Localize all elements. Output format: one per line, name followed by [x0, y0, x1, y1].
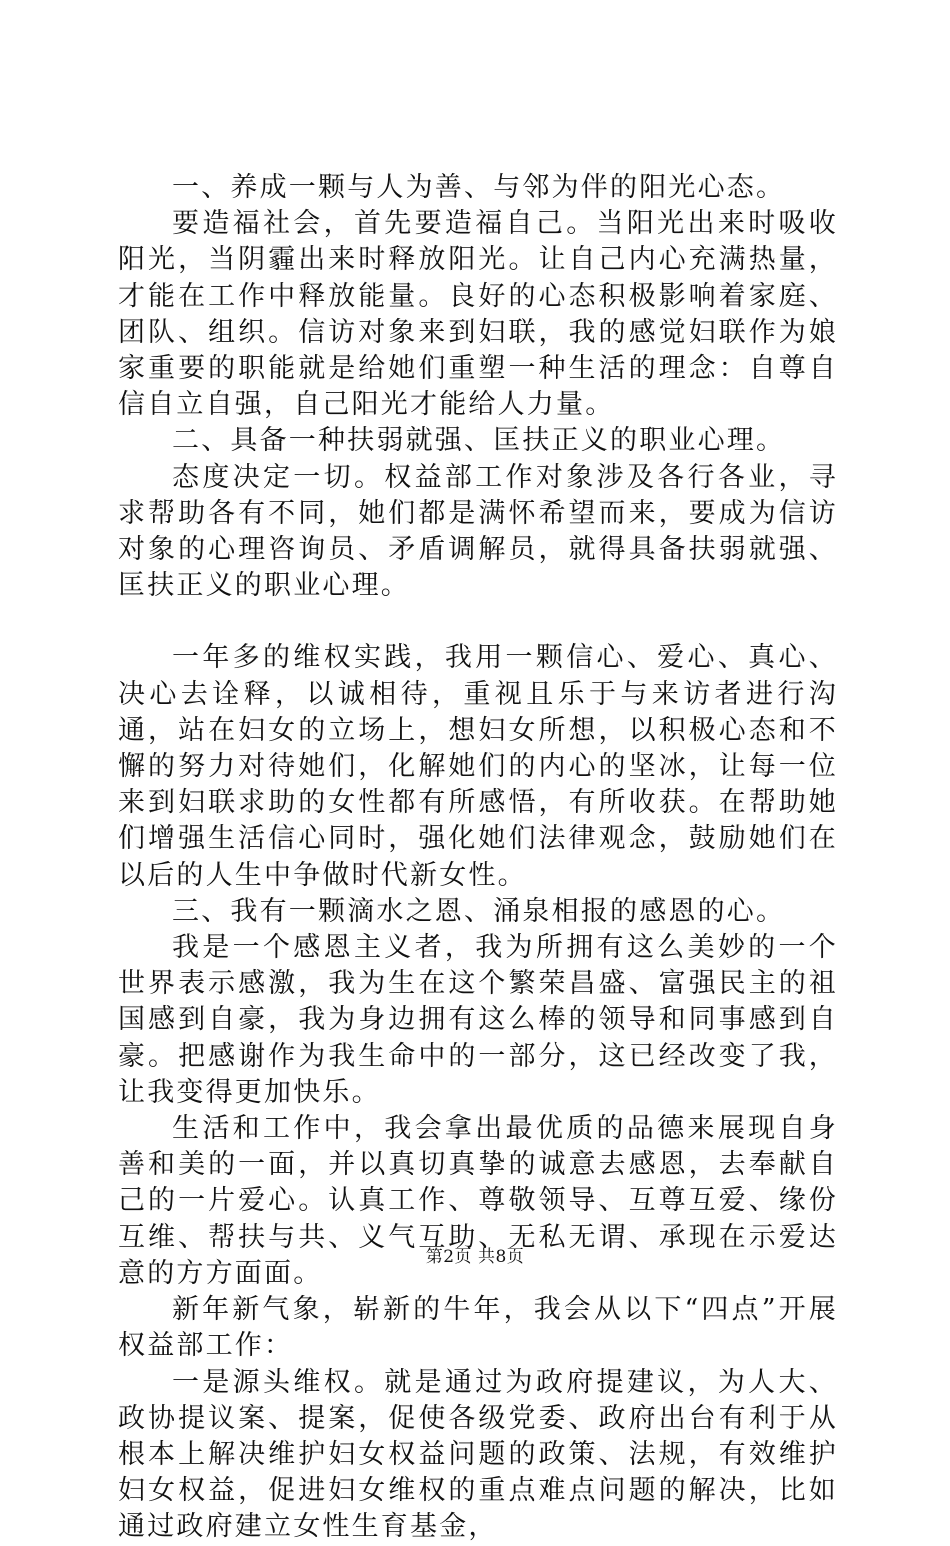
- body-paragraph: 要造福社会，首先要造福自己。当阳光出来时吸收阳光，当阴霾出来时释放阳光。让自己内心充满热量，才能在工作中释放能量。良好的心态积极影响着家庭、团队、组织。信访对象来到妇联，我的感觉妇联作为娘家重要的职能就是给她们重塑一种生活的理念：自尊自信自立自强，自己阳光才能给人力量。: [118, 208, 838, 421]
- page-number-footer: 第2页 共8页: [425, 1247, 525, 1267]
- section-heading-1: 一、养成一颗与人为善、与邻为伴的阳光心态。: [172, 172, 786, 203]
- section-heading-2: 二、具备一种扶弱就强、匡扶正义的职业心理。: [172, 425, 786, 457]
- body-paragraph: 生活和工作中，我会拿出最优质的品德来展现自身善和美的一面，并以真切真挚的诚意去感恩，去奉献自己的一片爱心。认真工作、尊敬领导、互尊互爱、缘份互维、帮扶与共、义气互助、无私无谓、承现在示爱达意的方方面面。: [118, 1113, 838, 1289]
- document-body: [118, 170, 838, 1546]
- body-paragraph: 一年多的维权实践，我用一颗信心、爱心、真心、决心去诠释，以诚相待，重视且乐于与来访者进行沟通，站在妇女的立场上，想妇女所想，以积极心态和不懈的努力对待她们，化解她们的内心的坚冰，让每一位来到妇联求助的女性都有所感悟，有所收获。在帮助她们增强生活信心同时，强化她们法律观念，鼓励她们在以后的人生中争做时代新女性。: [118, 642, 838, 891]
- body-paragraph: 我是一个感恩主义者，我为所拥有这么美妙的一个世界表示感激，我为生在这个繁荣昌盛、富强民主的祖国感到自豪，我为身边拥有这么棒的领导和同事感到自豪。把感谢作为我生命中的一部分，这已经改变了我，让我变得更加快乐。: [118, 932, 838, 1108]
- body-paragraph: 态度决定一切。权益部工作对象涉及各行各业，寻求帮助各有不同，她们都是满怀希望而来，要成为信访对象的心理咨询员、矛盾调解员，就得具备扶弱就强、匡扶正义的职业心理。: [118, 461, 838, 602]
- body-paragraph: 新年新气象，崭新的牛年，我会从以下“四点”开展权益部工作：: [118, 1294, 838, 1362]
- body-paragraph: 一是源头维权。就是通过为政府提建议，为人大、政协提议案、提案，促使各级党委、政府出台有利于从根本上解决维护妇女权益问题的政策、法规，有效维护妇女权益，促进妇女维权的重点难点问题的解决，比如通过政府建立女性生育基金，: [118, 1366, 838, 1543]
- section-heading-3: 三、我有一颗滴水之恩、涌泉相报的感恩的心。: [172, 895, 786, 927]
